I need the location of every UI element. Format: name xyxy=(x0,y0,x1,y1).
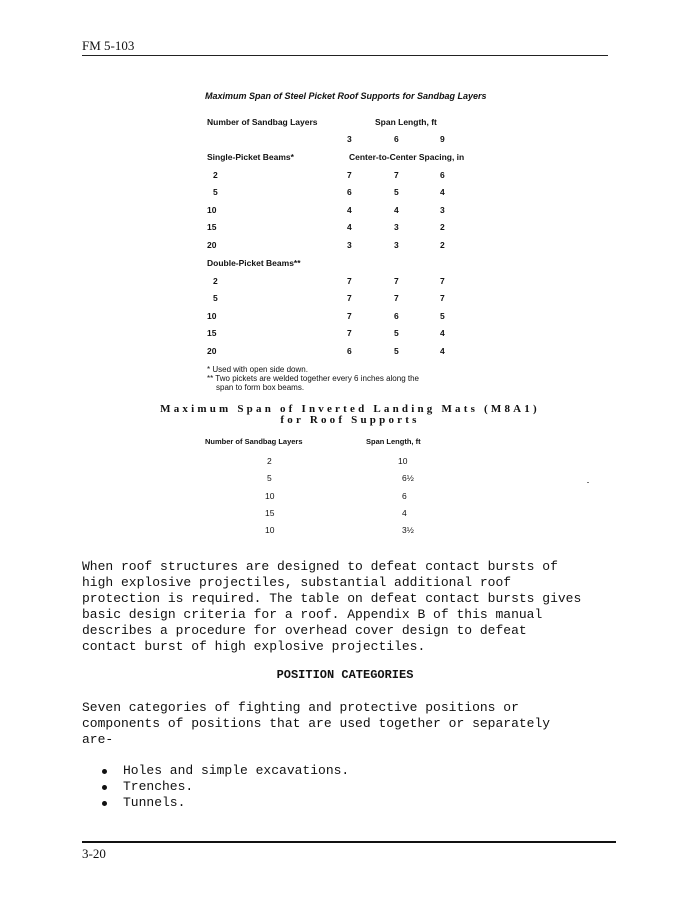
table1-title: Maximum Span of Steel Picket Roof Supports for Sandbag Layers xyxy=(205,91,487,101)
table-row: 15 4 xyxy=(265,508,407,518)
table-row: 2 7 7 6 xyxy=(213,170,445,180)
table2-header-layers: Number of Sandbag Layers xyxy=(205,437,303,446)
page-header xyxy=(82,38,608,56)
table-row: 5 7 7 7 xyxy=(213,293,445,303)
footnote: ** Two pickets are welded together every 6 inches along the xyxy=(207,374,419,383)
table-row: 5 6 5 4 xyxy=(213,187,445,197)
single-picket-section-label: Single-Picket Beams* xyxy=(207,152,294,162)
paragraph-categories-intro: Seven categories of fighting and protective positions or components of positions that are used together or separately are- xyxy=(82,700,551,747)
bullet-icon xyxy=(102,785,107,790)
footer-rule xyxy=(82,841,616,843)
table-row: 5 6½ xyxy=(267,473,414,483)
categories-list xyxy=(100,763,580,811)
table-row: 10 4 4 3 xyxy=(207,205,445,215)
paragraph-roof-protection: When roof structures are designed to defeat contact bursts of high explosive projectiles, substantial additional roof protection is required. The table on defeat contact bursts gives basic design criteria for a roof. Appendix B of this manual describes a procedure for overhead cover design to defeat contact burst of high explosive projectiles. xyxy=(82,559,582,654)
table-row: 20 3 3 2 xyxy=(207,240,445,250)
table1-header-layers: Number of Sandbag Layers xyxy=(207,117,318,127)
page-number: 3-20 xyxy=(82,846,106,861)
table-row: 10 7 6 5 xyxy=(207,311,445,321)
document-id: FM 5-103 xyxy=(82,38,135,53)
table-row: 2 7 7 7 xyxy=(213,276,445,286)
footnote: * Used with open side down. xyxy=(207,365,308,374)
list-item: Tunnels. xyxy=(100,795,580,811)
table1-footnotes xyxy=(207,365,507,392)
table-row: 20 6 5 4 xyxy=(207,346,445,356)
table-row: 15 7 5 4 xyxy=(207,328,445,338)
bullet-icon xyxy=(102,769,107,774)
span-value: 9 xyxy=(440,134,445,144)
section-heading: POSITION CATEGORIES xyxy=(276,668,414,682)
table-row: 10 3½ xyxy=(265,525,414,535)
list-item: Holes and simple excavations. xyxy=(100,763,580,779)
bullet-icon xyxy=(102,801,107,806)
table1-header-span: Span Length, ft xyxy=(375,117,437,127)
steel-picket-table xyxy=(207,117,487,362)
table-row: 2 10 xyxy=(267,456,408,466)
span-value: 3 xyxy=(347,134,352,144)
table2-title: Maximum Span of Inverted Landing Mats (M8A1) for Roof Supports xyxy=(160,403,540,426)
table2-header-span: Span Length, ft xyxy=(366,437,421,446)
table-row: 15 4 3 2 xyxy=(207,222,445,232)
table1-span-values-row xyxy=(207,134,487,151)
spacing-label: Center-to-Center Spacing, in xyxy=(349,152,465,162)
span-value: 6 xyxy=(394,134,399,144)
double-picket-section-label: Double-Picket Beams** xyxy=(207,258,301,268)
table-row: 10 6 xyxy=(265,491,407,501)
footnote: span to form box beams. xyxy=(216,383,305,392)
landing-mats-table xyxy=(205,437,465,542)
list-item: Trenches. xyxy=(100,779,580,795)
